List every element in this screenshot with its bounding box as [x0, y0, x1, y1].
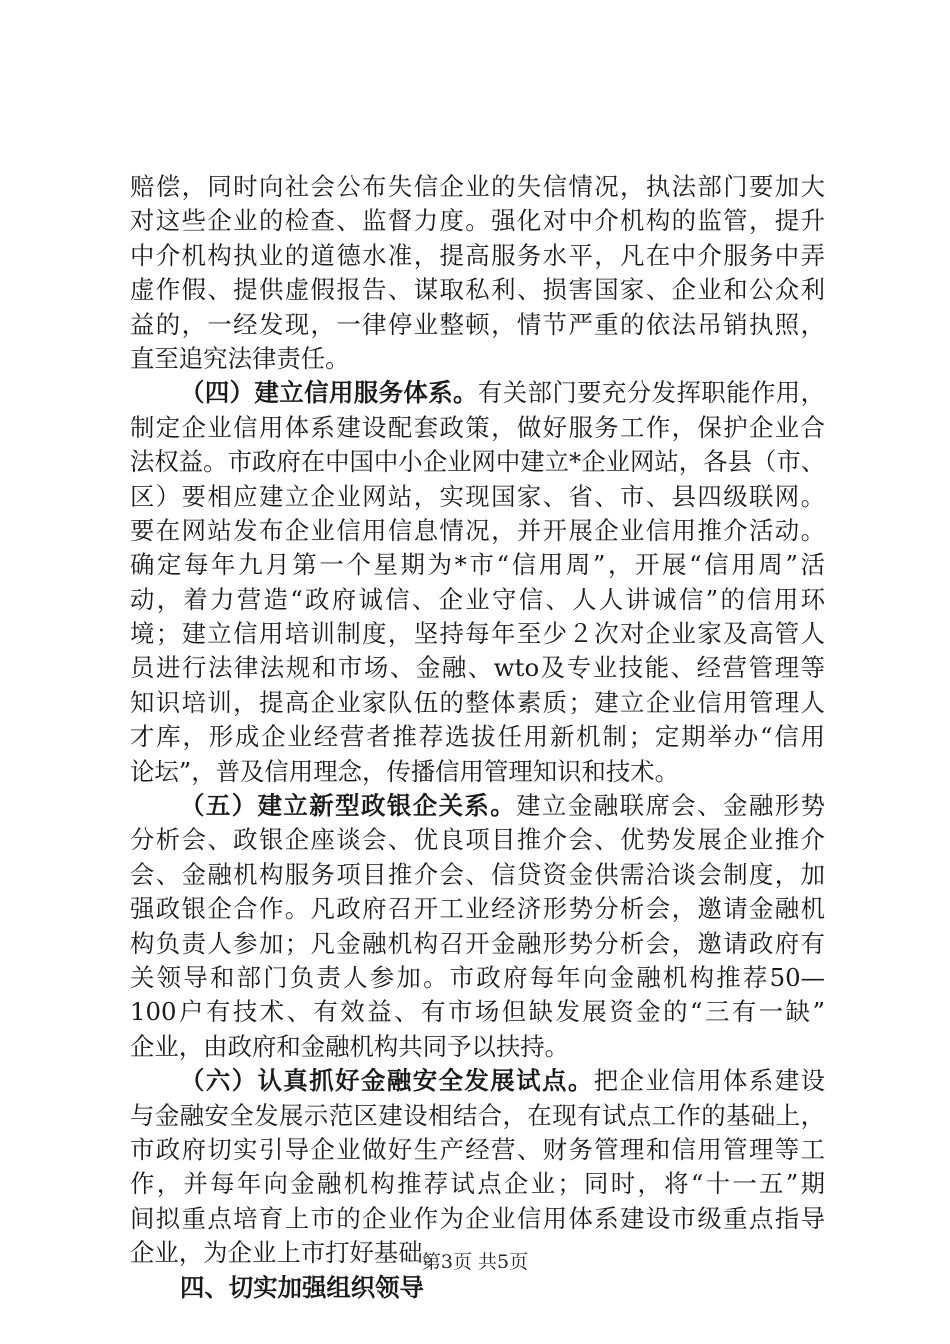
text-line: 构负责人参加；凡金融机构召开金融形势分析会，邀请政府有 [130, 928, 825, 958]
text-line: 区）要相应建立企业网站，实现国家、省、市、县四级联网。 [130, 481, 825, 511]
text-line: 才库，形成企业经营者推荐选拔任用新机制；定期举办“信用 [130, 722, 825, 752]
text-span: 把企业信用体系建设 [593, 1066, 825, 1096]
paragraph-first-line [130, 376, 825, 410]
text-line: 境；建立信用培训制度，坚持每年至少２次对企业家及高管人 [130, 619, 825, 649]
text-line: 作，并每年向金融机构推荐试点企业；同时，将“十一五”期 [130, 1169, 825, 1199]
text-line: 企业，由政府和金融机构共同予以扶持。 [130, 1031, 570, 1061]
text-line: 论坛”，普及信用理念，传播信用管理知识和技术。 [130, 756, 680, 786]
subsection-heading: （五）建立新型政银企关系。 [180, 791, 517, 821]
paragraph-first-line [130, 789, 825, 823]
text-line: 虚作假、提供虚假报告、谋取私利、损害国家、企业和公众利 [130, 275, 825, 305]
text-line: 市政府切实引导企业做好生产经营、财务管理和信用管理等工 [130, 1134, 825, 1164]
text-line: 员进行法律法规和市场、金融、wto及专业技能、经营管理等 [130, 653, 825, 683]
text-line: 动，着力营造“政府诚信、企业守信、人人讲诚信”的信用环 [130, 584, 825, 614]
text-line: 与金融安全发展示范区建设相结合，在现有试点工作的基础上， [130, 1100, 825, 1130]
text-line: 关领导和部门负责人参加。市政府每年向金融机构推荐50— [130, 962, 825, 992]
text-line: 100户有技术、有效益、有市场但缺发展资金的“三有一缺” [130, 997, 825, 1027]
subsection-heading: （四）建立信用服务体系。 [180, 378, 478, 408]
text-line: 制定企业信用体系建设配套政策，做好服务工作，保护企业合 [130, 412, 825, 442]
text-span: 建立金融联席会、金融形势 [516, 791, 825, 821]
text-line: 分析会、政银企座谈会、优良项目推介会、优势发展企业推介 [130, 825, 825, 855]
text-line: 强政银企合作。凡政府召开工业经济形势分析会，邀请金融机 [130, 894, 825, 924]
text-line: 益的，一经发现，一律停业整顿，情节严重的依法吊销执照， [130, 309, 825, 339]
text-line: 间拟重点培育上市的企业作为企业信用体系建设市级重点指导 [130, 1203, 825, 1233]
text-span: 有关部门要充分发挥职能作用， [477, 378, 825, 408]
subsection-heading: （六）认真抓好金融安全发展试点。 [180, 1066, 594, 1096]
page-footer: 第3页 共5页 [421, 1251, 529, 1273]
text-line: 法权益。市政府在中国中小企业网中建立*企业网站，各县（市、 [130, 447, 826, 477]
text-line: 要在网站发布企业信用信息情况，并开展企业信用推介活动。 [130, 515, 825, 545]
text-line: 赔偿，同时向社会公布失信企业的失信情况，执法部门要加大 [130, 172, 825, 201]
paragraph-first-line [130, 1064, 825, 1098]
text-line: 会、金融机构服务项目推介会、信贷资金供需洽谈会制度，加 [130, 859, 825, 889]
text-line: 确定每年九月第一个星期为*市“信用周”，开展“信用周”活 [130, 550, 825, 580]
text-line: 直至追究法律责任。 [130, 343, 350, 373]
section-heading: 四、切实加强组织领导 [180, 1272, 424, 1302]
text-line: 企业，为企业上市打好基础。 [130, 1238, 448, 1268]
text-line: 中介机构执业的道德水准，提高服务水平，凡在中介服务中弄 [130, 240, 825, 270]
text-line: 知识培训，提高企业家队伍的整体素质；建立企业信用管理人 [130, 687, 825, 717]
text-line: 对这些企业的检查、监督力度。强化对中介机构的监管，提升 [130, 206, 825, 236]
document-body [130, 170, 825, 1305]
